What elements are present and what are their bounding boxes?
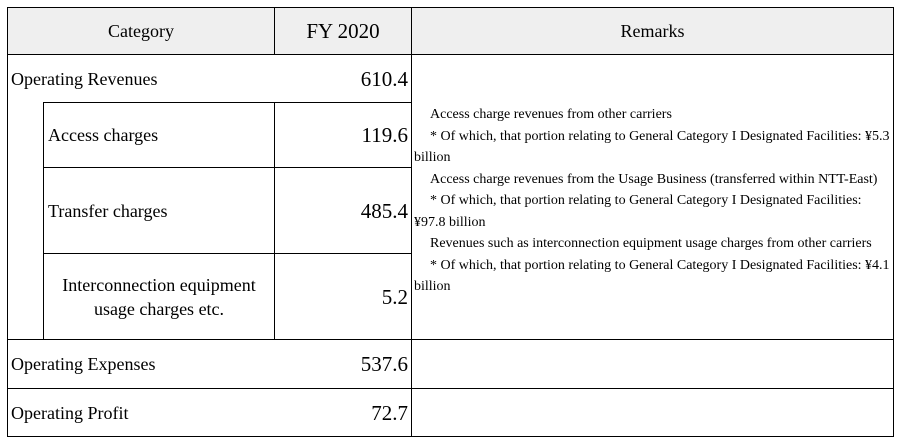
row-operating-profit-label: Operating Profit (11, 402, 129, 423)
row-transfer-charges-value: 485.4 (360, 198, 408, 223)
row-operating-profit-value: 72.7 (371, 400, 408, 425)
remark-access-line1: Access charge revenues from other carriers (430, 107, 672, 122)
row-operating-revenues-value: 610.4 (360, 66, 408, 91)
row-interconnection-value: 5.2 (381, 284, 408, 309)
row-operating-revenues-label: Operating Revenues (11, 68, 158, 89)
revenue-remarks (414, 104, 890, 298)
row-transfer-charges-label: Transfer charges (48, 200, 168, 221)
header-fiscal-year: FY 2020 (306, 19, 380, 43)
remark-interconnect-line2: * Of which, that portion relating to General Category I Designated Facilities: ¥4.1 billion (414, 257, 890, 294)
remark-transfer-line2: * Of which, that portion relating to General Category I Designated Facilities: ¥97.8 billion (414, 193, 862, 230)
row-interconnection-label-line2: usage charges etc. (93, 298, 225, 319)
row-interconnection-label (44, 254, 274, 339)
row-operating-expenses-value: 537.6 (360, 352, 408, 376)
row-operating-expenses-label: Operating Expenses (11, 354, 156, 374)
row-interconnection-label-line1: Interconnection equipment (62, 274, 256, 295)
header-category: Category (108, 21, 174, 41)
remark-interconnect-line1: Revenues such as interconnection equipment usage charges from other carriers (430, 236, 872, 251)
remark-transfer-line1: Access charge revenues from the Usage Business (transferred within NTT-East) (430, 171, 878, 187)
header-remarks: Remarks (620, 21, 685, 41)
row-access-charges-label: Access charges (48, 125, 159, 145)
remark-access-line2: * Of which, that portion relating to General Category I Designated Facilities: ¥5.3 billion (414, 128, 890, 165)
row-access-charges-value: 119.6 (361, 123, 408, 147)
